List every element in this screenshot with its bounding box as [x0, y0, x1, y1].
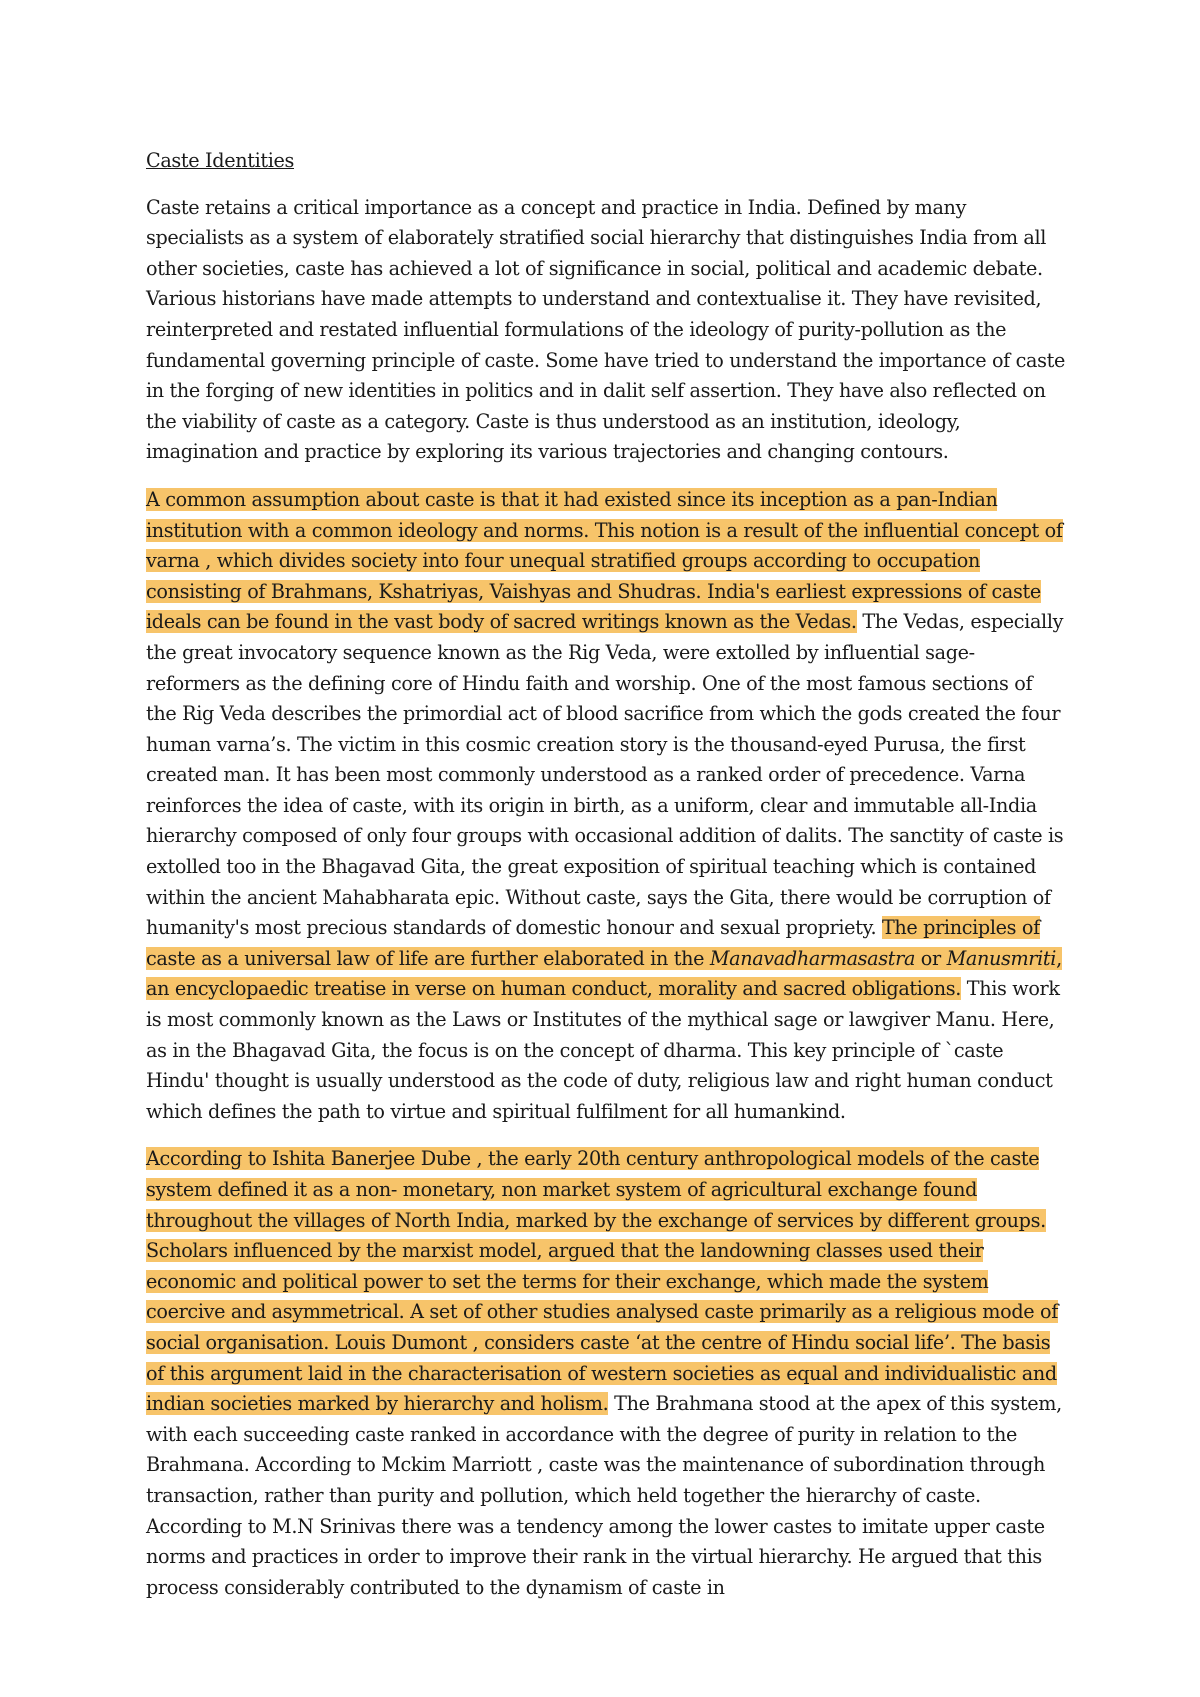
- paragraph-models: [146, 1144, 1068, 1603]
- document-body: [146, 146, 1068, 1620]
- highlight-varna: A common assumption about caste is that it had existed since its inception as a pan-Indian institution with a common ideology and norms. This notion is a result of the influential concept of varna , which divides society into four unequal stratified groups according to occupation consisting of Brahmans, Kshatriyas, Vaishyas and Shudras. India's earliest expressions of caste ideals can be found in the vast body of sacred writings known as the Vedas.: [146, 487, 1063, 634]
- highlight-manu-title-1: Manavadharmasastra: [709, 946, 916, 970]
- text-dharma: This work is most commonly known as the Laws or Institutes of the mythical sage or lawgiver Manu. Here, as in the Bhagavad Gita, the focus is on the concept of dharma. This key principle of `caste Hindu' thought is usually understood as the code of duty, religious law and right human conduct which defines the path to virtue and spiritual fulfilment for all humankind.: [146, 977, 1060, 1123]
- highlight-manu-a: The principles of caste as a universal law of life are further elaborated in the: [146, 916, 1040, 970]
- highlight-models: According to Ishita Banerjee Dube , the early 20th century anthropological models of the caste system defined it as a non- monetary, non market system of agricultural exchange found throughout the villages of North India, marked by the exchange of services by different groups. Scholars influenced by the marxist model, argued that the landowning classes used their economic and political power to set the terms for their exchange, which made the system coercive and asymmetrical. A set of other studies analysed caste primarily as a religious mode of social organisation. Louis Dumont , considers caste ‘at the centre of Hindu social life’. The basis of this argument laid in the characterisation of western societies as equal and individualistic and indian societies marked by hierarchy and holism.: [146, 1147, 1058, 1416]
- highlight-manu-c: , an encyclopaedic treatise in verse on human conduct, morality and sacred obligations.: [146, 946, 1062, 1001]
- paragraph-intro-text: Caste retains a critical importance as a concept and practice in India. Defined by many specialists as a system of elaborately stratified social hierarchy that distinguishes India from all other societies, caste has achieved a lot of significance in social, political and academic debate. Various historians have made attempts to understand and contextualise it. They have revisited, reinterpreted and restated influential formulations of the ideology of purity-pollution as the fundamental governing principle of caste. Some have tried to understand the importance of caste in the forging of new identities in politics and in dalit self assertion. They have also reflected on the viability of caste as a category. Caste is thus understood as an institution, ideology, imagination and practice by exploring its various trajectories and changing contours.: [146, 195, 1066, 464]
- highlight-manu-title-2: Manusmriti: [946, 946, 1057, 970]
- document-title: Caste Identities: [146, 149, 295, 172]
- text-vedas: The Vedas, especially the great invocatory sequence known as the Rig Veda, were extolled by influential sage- reformers as the defining core of Hindu faith and worship. One of the most famous sections of the Rig Veda describes the primordial act of blood sacrifice from which the gods created the four human varna’s. The victim in this cosmic creation story is the thousand-eyed Purusa, the first created man. It has been most commonly understood as a ranked order of precedence. Varna reinforces the idea of caste, with its origin in birth, as a uniform, clear and immutable all-India hierarchy composed of only four groups with occasional addition of dalits. The sanctity of caste is extolled too in the Bhagavad Gita, the great exposition of spiritual teaching which is contained within the ancient Mahabharata epic. Without caste, says the Gita, there would be corruption of humanity's most precious standards of domestic honour and sexual propriety.: [146, 610, 1064, 940]
- highlight-manu-or: or: [915, 946, 947, 970]
- paragraph-intro: [146, 193, 1068, 468]
- text-brahmana: The Brahmana stood at the apex of this system, with each succeeding caste ranked in accordance with the degree of purity in relation to the Brahmana. According to Mckim Marriott , caste was the maintenance of subordination through transaction, rather than purity and pollution, which held together the hierarchy of caste. According to M.N Srinivas there was a tendency among the lower castes to imitate upper caste norms and practices in order to improve their rank in the virtual hierarchy. He argued that this process considerably contributed to the dynamism of caste in: [146, 1392, 1062, 1599]
- paragraph-varna: [146, 485, 1068, 1127]
